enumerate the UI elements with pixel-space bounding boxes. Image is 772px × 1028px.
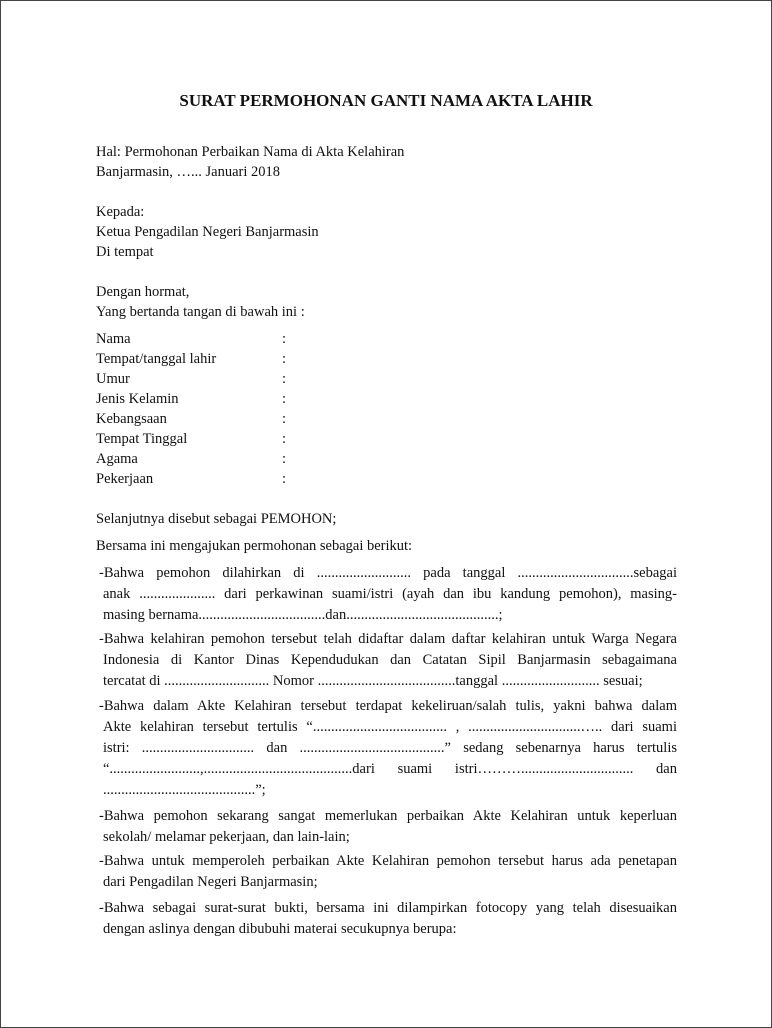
item-line: ..........................................”; [103,782,266,798]
item-line: Akte kelahiran tersebut tertulis “..................................... , ...............................….. dari suami [103,719,677,735]
item-line: -Bahwa dalam Akte Kelahiran tersebut terdapat kekeliruan/salah tulis, yakni bahwa dalam [99,698,677,714]
item-line: -Bahwa untuk memperoleh perbaikan Akte Kelahiran pemohon tersebut harus ada penetapan [99,853,677,869]
field-colon: : [282,451,287,467]
field-label-umur: Umur [96,371,130,387]
field-colon: : [282,431,287,447]
item-line: tercatat di ............................. Nomor ......................................tanggal ........................... sesuai; [103,673,643,689]
place-date-line: Banjarmasin, …... Januari 2018 [96,164,281,180]
field-label-kebangsaan: Kebangsaan [96,411,167,427]
field-colon: : [282,351,287,367]
item-line: dengan aslinya dengan dibubuhi materai secukupnya berupa: [103,921,457,937]
item-line: “.........................,.........................................dari suami istri………............................... dan [103,761,677,777]
recipient-place: Di tempat [96,244,154,260]
list-item [99,898,677,940]
list-item [99,806,677,848]
item-line: Indonesia di Kantor Dinas Kependudukan dan Catatan Sipil Banjarmasin sebagaimana [103,652,677,668]
recipient-name: Ketua Pengadilan Negeri Banjarmasin [96,224,319,240]
list-item [99,563,677,626]
field-label-pekerjaan: Pekerjaan [96,471,154,487]
item-line: anak ..................... dari perkawinan suami/istri (ayah dan ibu kandung pemohon), masing- [103,586,677,602]
item-line: -Bahwa kelahiran pemohon tersebut telah didaftar dalam daftar kelahiran untuk Warga Negara [99,631,677,647]
field-label-tempat-tanggal-lahir: Tempat/tanggal lahir [96,351,217,367]
list-item [99,851,677,893]
recipient-to: Kepada: [96,204,145,220]
subject-line: Hal: Permohonan Perbaikan Nama di Akta Kelahiran [96,144,405,160]
item-line: masing bernama...................................dan..........................................; [103,607,503,623]
list-item [99,696,677,801]
greeting: Dengan hormat, [96,284,190,300]
field-colon: : [282,391,287,407]
item-line: -Bahwa sebagai surat-surat bukti, bersama ini dilampirkan fotocopy yang telah disesuaikan [99,900,677,916]
item-line: dari Pengadilan Negeri Banjarmasin; [103,874,318,890]
field-colon: : [282,371,287,387]
field-colon: : [282,331,287,347]
pemohon-note: Selanjutnya disebut sebagai PEMOHON; [96,511,337,527]
item-line: sekolah/ melamar pekerjaan, dan lain-lain; [103,829,350,845]
field-colon: : [282,411,287,427]
item-line: istri: ............................... dan ........................................” sedang sebenarnya harus tertulis [103,740,677,756]
list-item [99,629,677,692]
field-label-tempat-tinggal: Tempat Tinggal [96,431,188,447]
intro-line: Yang bertanda tangan di bawah ini : [96,304,305,320]
field-label-agama: Agama [96,451,138,467]
field-label-jenis-kelamin: Jenis Kelamin [96,391,179,407]
field-colon: : [282,471,287,487]
item-line: -Bahwa pemohon dilahirkan di .......................... pada tanggal ................................sebagai [99,565,677,581]
document-title: SURAT PERMOHONAN GANTI NAMA AKTA LAHIR [179,91,593,110]
item-line: -Bahwa pemohon sekarang sangat memerlukan perbaikan Akte Kelahiran untuk keperluan [99,808,677,824]
field-label-nama: Nama [96,331,131,347]
request-intro: Bersama ini mengajukan permohonan sebagai berikut: [96,538,413,554]
